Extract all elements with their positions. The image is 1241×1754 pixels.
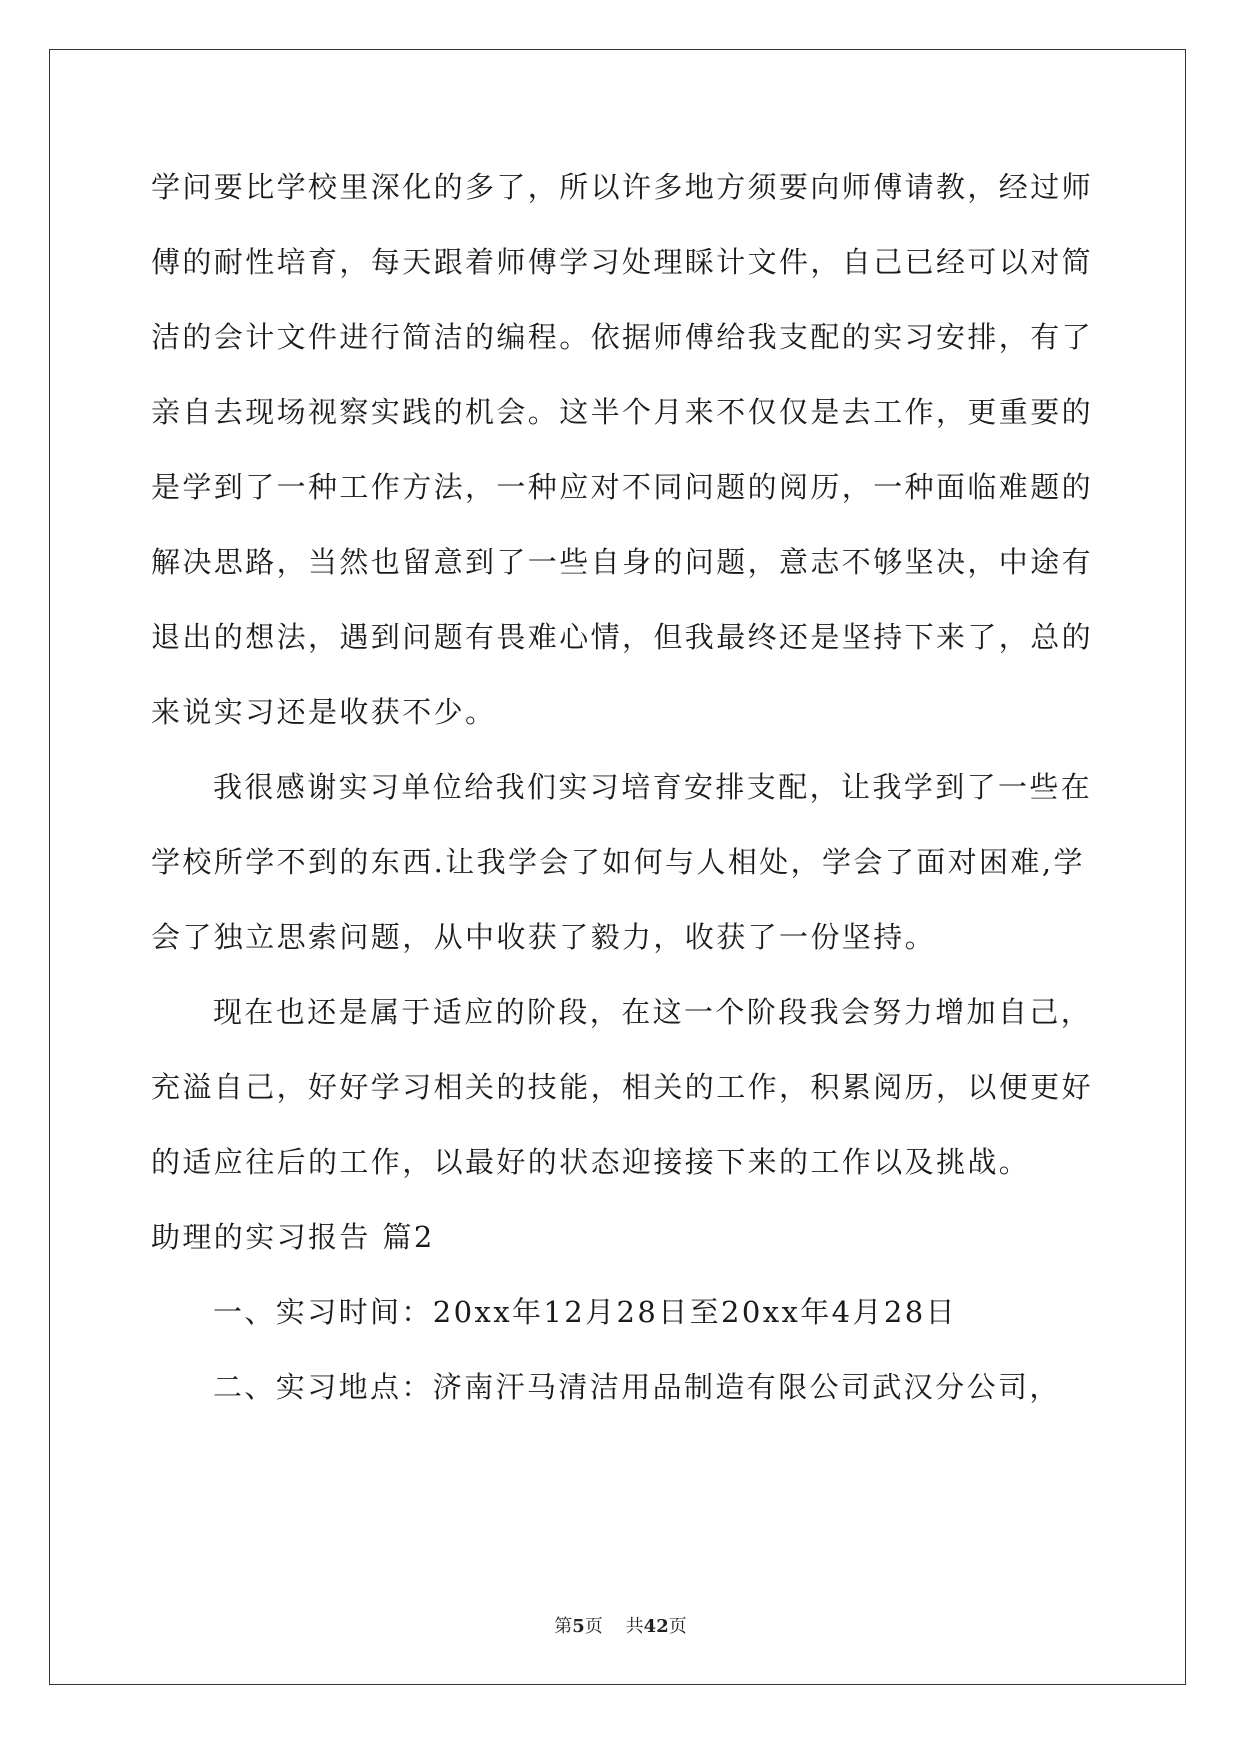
text-line: 傅的耐性培育，每天跟着师傅学习处理睬计文件，自己已经可以对简 [151,245,1094,279]
text-line: 学校所学不到的东西.让我学会了如何与人相处，学会了面对困难,学 [151,845,1085,879]
page-mid: 页 [584,1616,603,1637]
text-line: 来说实习还是收获不少。 [151,695,497,729]
text-line: 退出的想法，遇到问题有畏难心情，但我最终还是坚持下来了，总的 [151,620,1094,654]
total-suffix: 页 [668,1616,687,1637]
paragraph-first-line: 现在也还是属于适应的阶段，在这一个阶段我会努力增加自己， [213,995,1093,1029]
text-line: 解决思路，当然也留意到了一些自身的问题，意志不够坚决，中途有 [151,545,1094,579]
section-heading: 助理的实习报告 篇2 [151,1220,435,1254]
total-prefix: 共 [625,1616,644,1637]
text-line: 洁的会计文件进行简洁的编程。依据师傅给我支配的实习安排，有了 [151,320,1094,354]
page-prefix: 第 [554,1616,573,1637]
total-pages: 42 [643,1616,669,1637]
page-footer [0,1612,1241,1638]
page-number: 5 [572,1616,585,1637]
paragraph-first-line: 我很感谢实习单位给我们实习培育安排支配，让我学到了一些在 [213,770,1093,804]
text-line: 是学到了一种工作方法，一种应对不同问题的阅历，一种面临难题的 [151,470,1094,504]
internship-time: 一、实习时间：20xx年12月28日至20xx年4月28日 [213,1295,957,1329]
document-body [151,150,1094,1425]
text-line: 亲自去现场视察实践的机会。这半个月来不仅仅是去工作，更重要的 [151,395,1094,429]
text-line: 学问要比学校里深化的多了，所以许多地方须要向师傅请教，经过师 [151,170,1094,204]
internship-location: 二、实习地点：济南汗马清洁用品制造有限公司武汉分公司， [213,1370,1061,1404]
text-line: 会了独立思索问题，从中收获了毅力，收获了一份坚持。 [151,920,937,954]
text-line: 的适应往后的工作，以最好的状态迎接接下来的工作以及挑战。 [151,1145,1031,1179]
text-line: 充溢自己，好好学习相关的技能，相关的工作，积累阅历，以便更好 [151,1070,1094,1104]
